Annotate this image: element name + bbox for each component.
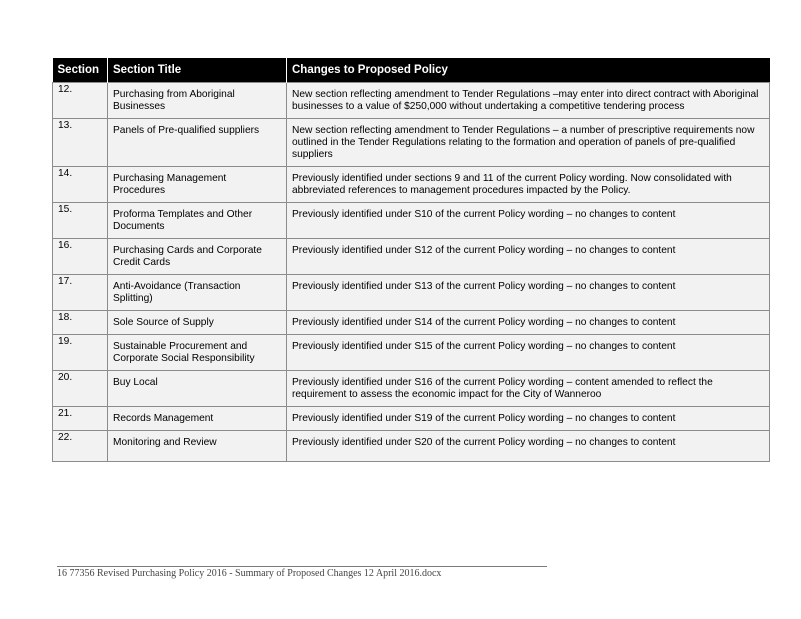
section-change: Previously identified under S12 of the current Policy wording – no changes to content: [287, 239, 770, 275]
section-title: Purchasing Management Procedures: [108, 167, 287, 203]
section-title: Records Management: [108, 407, 287, 431]
section-title: Anti-Avoidance (Transaction Splitting): [108, 275, 287, 311]
table-row: [53, 239, 770, 275]
table-row: [53, 311, 770, 335]
section-change: Previously identified under S15 of the current Policy wording – no changes to content: [287, 335, 770, 371]
section-title: Proforma Templates and Other Documents: [108, 203, 287, 239]
table-row: [53, 407, 770, 431]
column-header-changes: Changes to Proposed Policy: [287, 58, 770, 83]
section-title: Purchasing Cards and Corporate Credit Cards: [108, 239, 287, 275]
section-change: Previously identified under S20 of the current Policy wording – no changes to content: [287, 431, 770, 462]
section-number: 22.: [53, 431, 108, 462]
table-row: [53, 119, 770, 167]
policy-changes-table: [52, 58, 770, 462]
section-number: 21.: [53, 407, 108, 431]
section-number: 12.: [53, 83, 108, 119]
section-change: Previously identified under S10 of the current Policy wording – no changes to content: [287, 203, 770, 239]
section-number: 18.: [53, 311, 108, 335]
table-row: [53, 431, 770, 462]
table-row: [53, 83, 770, 119]
table-row: [53, 167, 770, 203]
section-change: Previously identified under S13 of the current Policy wording – no changes to content: [287, 275, 770, 311]
section-change: New section reflecting amendment to Tender Regulations – a number of prescriptive requirements now outlined in the Tender Regulations relating to the formation and operation of panels of pre-qualified suppliers: [287, 119, 770, 167]
section-number: 15.: [53, 203, 108, 239]
footer-divider: [57, 566, 547, 567]
section-number: 20.: [53, 371, 108, 407]
table-row: [53, 203, 770, 239]
section-number: 17.: [53, 275, 108, 311]
table-header-row: [53, 58, 770, 83]
table-row: [53, 275, 770, 311]
section-title: Buy Local: [108, 371, 287, 407]
section-title: Sustainable Procurement and Corporate Social Responsibility: [108, 335, 287, 371]
section-change: Previously identified under S16 of the current Policy wording – content amended to reflect the requirement to assess the economic impact for the City of Wanneroo: [287, 371, 770, 407]
section-title: Panels of Pre-qualified suppliers: [108, 119, 287, 167]
section-number: 14.: [53, 167, 108, 203]
section-number: 16.: [53, 239, 108, 275]
section-change: Previously identified under S19 of the current Policy wording – no changes to content: [287, 407, 770, 431]
section-title: Monitoring and Review: [108, 431, 287, 462]
column-header-section: Section: [53, 58, 108, 83]
section-change: Previously identified under sections 9 and 11 of the current Policy wording. Now consolidated with abbreviated references to management procedures impacted by the Policy.: [287, 167, 770, 203]
section-number: 19.: [53, 335, 108, 371]
table-row: [53, 335, 770, 371]
document-footer: 16 77356 Revised Purchasing Policy 2016 - Summary of Proposed Changes 12 April 2016.docx: [57, 568, 442, 579]
section-change: Previously identified under S14 of the current Policy wording – no changes to content: [287, 311, 770, 335]
section-change: New section reflecting amendment to Tender Regulations –may enter into direct contract with Aboriginal businesses to a value of $250,000 without undertaking a competitive tendering process: [287, 83, 770, 119]
section-title: Sole Source of Supply: [108, 311, 287, 335]
section-number: 13.: [53, 119, 108, 167]
table-row: [53, 371, 770, 407]
section-title: Purchasing from Aboriginal Businesses: [108, 83, 287, 119]
column-header-section-title: Section Title: [108, 58, 287, 83]
